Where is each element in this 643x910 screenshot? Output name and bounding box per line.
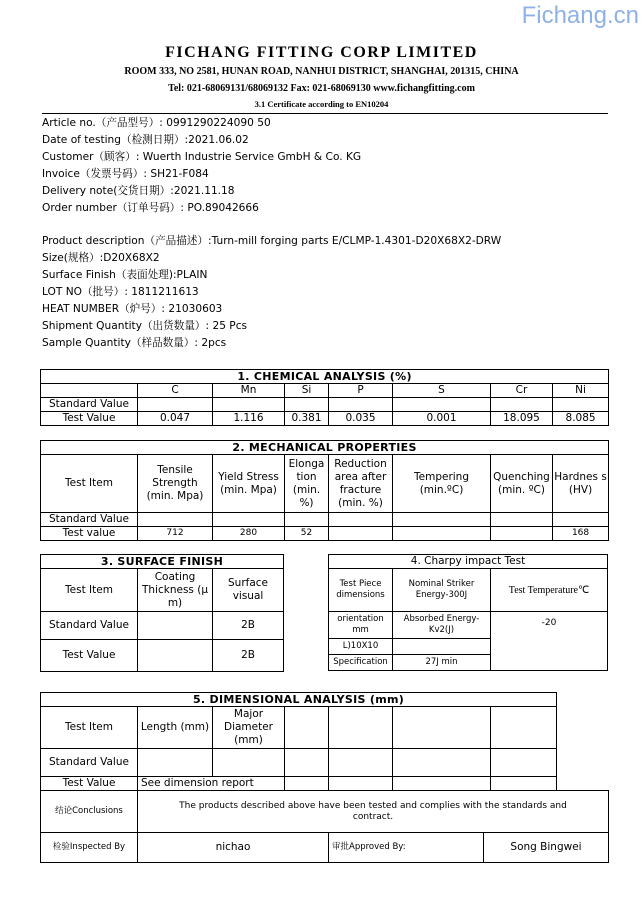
mech-standard-cell	[138, 513, 213, 527]
mech-standard-cell	[553, 513, 609, 527]
chem-header: Ni	[553, 384, 609, 398]
mech-standard-label: Standard Value	[41, 513, 138, 527]
company-name: FICHANG FITTING CORP LIMITED	[165, 44, 478, 61]
customer: Customer（顾客）: Wuerth Industrie Service GmbH & Co. KG	[42, 151, 362, 163]
sample-quantity: Sample Quantity（样品数量）: 2pcs	[42, 337, 227, 349]
test-temperature-value: -20	[491, 612, 608, 671]
mechanical-properties-table	[40, 440, 609, 541]
dim-test-cell	[329, 777, 393, 791]
dim-standard-cell	[213, 749, 285, 777]
mech-test-label: Test value	[41, 527, 138, 541]
surface-finish-title: 3. SURFACE FINISH	[41, 555, 284, 569]
dimension-value: L)10X10	[329, 639, 393, 655]
mech-test-value	[329, 527, 393, 541]
orientation-label: orientation mm	[329, 612, 393, 639]
inspected-by-name: nichao	[138, 833, 329, 863]
specification-value: 27J min	[393, 655, 491, 671]
chem-test-value: 0.035	[329, 412, 393, 426]
surface-test-label: Test Value	[41, 640, 138, 672]
dimensional-analysis-table	[40, 692, 557, 791]
dim-test-label: Test Value	[41, 777, 138, 791]
dim-standard-label: Standard Value	[41, 749, 138, 777]
dim-standard-cell	[393, 749, 491, 777]
invoice: Invoice（发票号码）: SH21-F084	[42, 168, 209, 180]
dim-test-cell	[491, 777, 557, 791]
chem-standard-label: Standard Value	[41, 398, 138, 412]
mech-standard-cell	[393, 513, 491, 527]
dim-item-label: Test Item	[41, 707, 138, 749]
header-rule	[42, 113, 608, 114]
chem-header: Mn	[213, 384, 285, 398]
surface-visual-header: Surface visual	[213, 569, 284, 612]
conclusions-label: 结论Conclusions	[41, 791, 138, 833]
chem-standard-cell	[491, 398, 553, 412]
mech-standard-cell	[285, 513, 329, 527]
chem-header-blank	[41, 384, 138, 398]
chem-test-value: 8.085	[553, 412, 609, 426]
test-temperature-header: Test Temperature℃	[491, 569, 608, 612]
chem-standard-cell	[393, 398, 491, 412]
mech-header: Quenching (min. ºC)	[491, 455, 553, 513]
lot-no: LOT NO（批号）: 1811211613	[42, 286, 199, 298]
surface-test-visual: 2B	[213, 640, 284, 672]
dim-header-blank	[285, 707, 329, 749]
chem-header: Si	[285, 384, 329, 398]
dimensional-analysis-title: 5. DIMENSIONAL ANALYSIS (mm)	[41, 693, 557, 707]
charpy-title: 4. Charpy impact Test	[329, 555, 608, 569]
heat-number: HEAT NUMBER（炉号）: 21030603	[42, 303, 223, 315]
mech-test-value	[393, 527, 491, 541]
chem-standard-cell	[138, 398, 213, 412]
surface-standard-visual: 2B	[213, 612, 284, 640]
surface-finish-table	[40, 554, 284, 672]
mech-standard-cell	[491, 513, 553, 527]
chem-header: C	[138, 384, 213, 398]
chemical-analysis-title: 1. CHEMICAL ANALYSIS (%)	[41, 370, 609, 384]
company-contact: Tel: 021-68069131/68069132 Fax: 021-68069130 www.fichangfitting.com	[168, 83, 475, 94]
charpy-impact-table	[328, 554, 608, 671]
company-address: ROOM 333, NO 2581, HUNAN ROAD, NANHUI DISTRICT, SHANGHAI, 201315, CHINA	[124, 66, 519, 77]
inspected-by-label: 检验Inspected By	[41, 833, 138, 863]
chem-test-label: Test Value	[41, 412, 138, 426]
conclusions-text: The products described above have been tested and complies with the standards and contract.	[138, 791, 609, 833]
mech-test-value: 52	[285, 527, 329, 541]
surface-standard-coating	[138, 612, 213, 640]
chem-test-value: 18.095	[491, 412, 553, 426]
chem-header: P	[329, 384, 393, 398]
surface-item-label: Test Item	[41, 569, 138, 612]
product-info	[42, 233, 501, 352]
size: Size(规格）:D20X68X2	[42, 252, 160, 264]
chem-header: S	[393, 384, 491, 398]
order-info	[42, 115, 361, 217]
dim-test-cell	[285, 777, 329, 791]
mech-header: Hardnes s (HV)	[553, 455, 609, 513]
mech-header: Reduction area after fracture (min. %)	[329, 455, 393, 513]
chemical-analysis-table	[40, 369, 609, 426]
chem-standard-cell	[329, 398, 393, 412]
mech-standard-cell	[329, 513, 393, 527]
mech-test-value	[491, 527, 553, 541]
specification-label: Specification	[329, 655, 393, 671]
product-description: Product description（产品描述）:Turn-mill forging parts E/CLMP-1.4301-D20X68X2-DRW	[42, 235, 502, 247]
chem-standard-cell	[553, 398, 609, 412]
coating-thickness-header: Coating Thickness (μ m)	[138, 569, 213, 612]
date-of-testing: Date of testing（检测日期）:2021.06.02	[42, 134, 249, 146]
mechanical-properties-title: 2. MECHANICAL PROPERTIES	[41, 441, 609, 455]
certificate-type: 3.1 Certificate according to EN10204	[254, 99, 389, 109]
approved-by-name: Song Bingwei	[484, 833, 609, 863]
chem-standard-cell	[285, 398, 329, 412]
absorbed-energy-value	[393, 639, 491, 655]
surface-test-coating	[138, 640, 213, 672]
chem-test-value: 0.001	[393, 412, 491, 426]
signature-table	[40, 832, 609, 863]
article-no: Article no.（产品型号）: 0991290224090 50	[42, 117, 271, 129]
chem-standard-cell	[213, 398, 285, 412]
mech-test-value: 168	[553, 527, 609, 541]
order-number: Order number（订单号码）: PO.89042666	[42, 202, 259, 214]
mech-test-value: 712	[138, 527, 213, 541]
dim-standard-cell	[329, 749, 393, 777]
surface-finish-info: Surface Finish（表面处理):PLAIN	[42, 269, 208, 281]
dim-header-blank	[329, 707, 393, 749]
approved-by-label: 审批Approved By:	[329, 833, 484, 863]
mech-header: Tensile Strength (min. Mpa)	[138, 455, 213, 513]
shipment-quantity: Shipment Quantity（出货数量）: 25 Pcs	[42, 320, 248, 332]
mech-header: Yield Stress (min. Mpa)	[213, 455, 285, 513]
chem-test-value: 0.047	[138, 412, 213, 426]
chem-header: Cr	[491, 384, 553, 398]
mech-header: Tempering (min.ºC)	[393, 455, 491, 513]
dim-header-blank	[393, 707, 491, 749]
dim-standard-cell	[285, 749, 329, 777]
mech-item-label: Test Item	[41, 455, 138, 513]
delivery-note: Delivery note(交货日期）:2021.11.18	[42, 185, 235, 197]
dim-test-note: See dimension report	[138, 777, 285, 791]
dim-test-cell	[393, 777, 491, 791]
absorbed-energy-label: Absorbed Energy-Kv2(J)	[393, 612, 491, 639]
conclusions-table	[40, 790, 609, 833]
dim-header-blank	[491, 707, 557, 749]
mech-standard-cell	[213, 513, 285, 527]
chem-test-value: 1.116	[213, 412, 285, 426]
major-diameter-header: Major Diameter (mm)	[213, 707, 285, 749]
nominal-striker-energy-header: Nominal Striker Energy-300J	[393, 569, 491, 612]
test-piece-dimensions-header: Test Piece dimensions	[329, 569, 393, 612]
watermark: Fichang.cn	[521, 2, 639, 29]
chem-test-value: 0.381	[285, 412, 329, 426]
surface-standard-label: Standard Value	[41, 612, 138, 640]
mech-test-value: 280	[213, 527, 285, 541]
mech-header: Elonga tion (min. %)	[285, 455, 329, 513]
dim-standard-cell	[491, 749, 557, 777]
length-header: Length (mm)	[138, 707, 213, 749]
dim-standard-cell	[138, 749, 213, 777]
